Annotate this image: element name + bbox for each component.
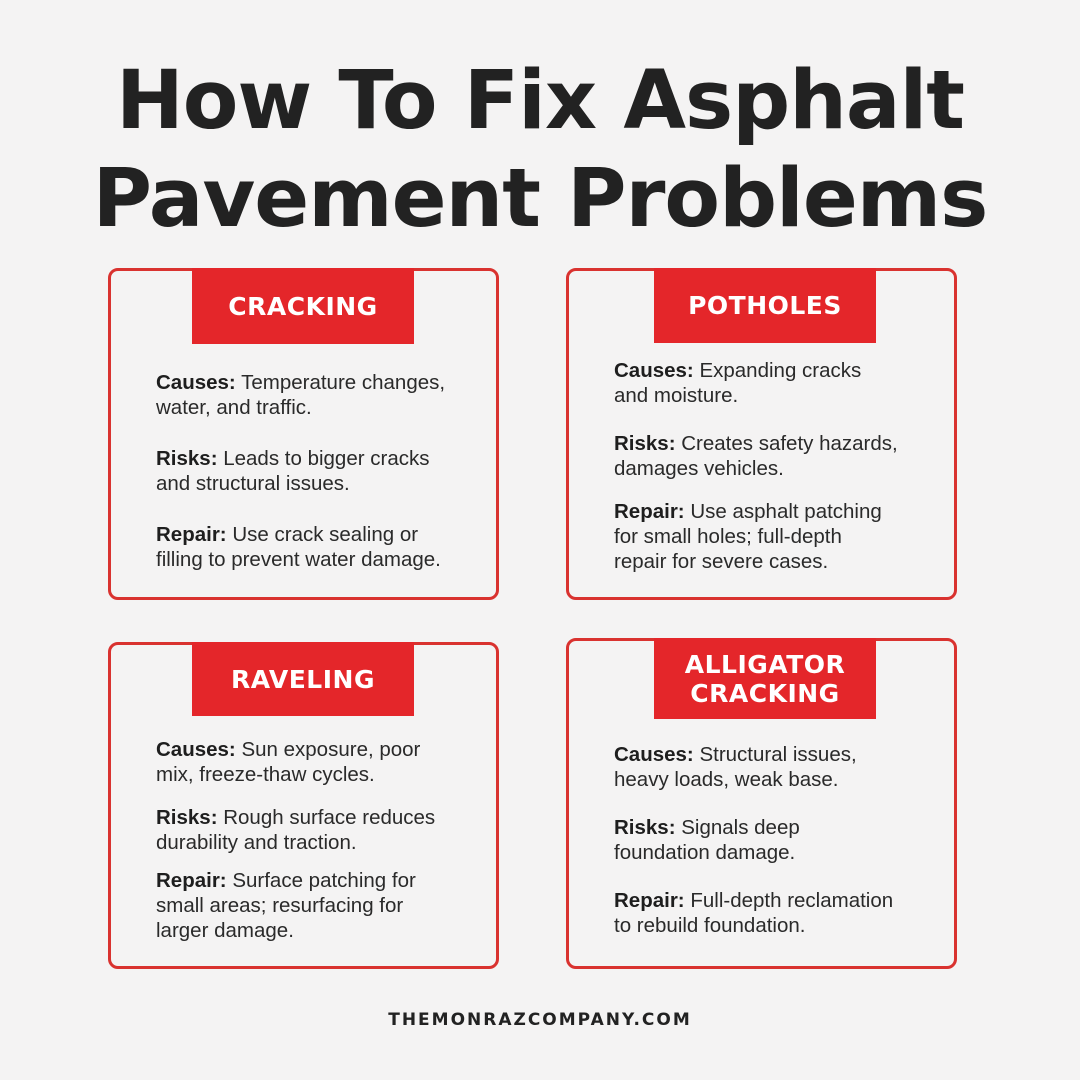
cracking-causes bbox=[156, 370, 486, 420]
badge-potholes-label: POTHOLES bbox=[688, 291, 842, 320]
badge-raveling-label: RAVELING bbox=[230, 664, 375, 694]
potholes-repair-label: Repair: bbox=[614, 500, 685, 523]
alligator-causes-text: Structural issues, heavy loads, weak base. bbox=[614, 743, 857, 791]
raveling-causes-label: Causes: bbox=[156, 738, 236, 761]
raveling-repair-text: Surface patching for small areas; resurfacing for larger damage. bbox=[156, 869, 416, 942]
cracking-repair-label: Repair: bbox=[156, 523, 227, 546]
raveling-risks-text: Rough surface reduces durability and traction. bbox=[156, 806, 436, 854]
badge-potholes bbox=[654, 268, 876, 343]
alligator-repair-text: Full-depth reclamation to rebuild foundation. bbox=[614, 889, 894, 937]
raveling-risks-label: Risks: bbox=[156, 806, 218, 829]
potholes-risks-label: Risks: bbox=[614, 432, 676, 455]
page-title bbox=[0, 52, 1080, 248]
alligator-risks-text: Signals deep foundation damage. bbox=[614, 816, 800, 864]
potholes-risks-text: Creates safety hazards, damages vehicles. bbox=[614, 432, 898, 480]
cracking-repair bbox=[156, 522, 486, 572]
potholes-risks bbox=[614, 431, 944, 481]
card-potholes-body bbox=[614, 358, 944, 574]
potholes-causes-text: Expanding cracks and moisture. bbox=[614, 359, 862, 407]
potholes-repair-text: Use asphalt patching for small holes; full-depth repair for severe cases. bbox=[614, 500, 882, 573]
badge-cracking-label: CRACKING bbox=[228, 291, 378, 321]
page-title-line-2: Pavement Problems bbox=[92, 152, 988, 246]
badge-alligator-cracking-label: ALLIGATOR CRACKING bbox=[684, 649, 846, 708]
raveling-risks bbox=[156, 805, 486, 855]
alligator-risks bbox=[614, 815, 944, 865]
alligator-repair bbox=[614, 888, 944, 938]
page-title-line-1: How To Fix Asphalt bbox=[115, 54, 965, 148]
card-cracking-body bbox=[156, 370, 486, 572]
alligator-repair-label: Repair: bbox=[614, 889, 685, 912]
cracking-risks-label: Risks: bbox=[156, 447, 218, 470]
cracking-repair-text: Use crack sealing or filling to prevent water damage. bbox=[156, 523, 441, 571]
potholes-causes bbox=[614, 358, 944, 408]
footer-website: THEMONRAZCOMPANY.COM bbox=[388, 1010, 692, 1030]
badge-raveling bbox=[192, 642, 414, 716]
alligator-causes-label: Causes: bbox=[614, 743, 694, 766]
cracking-causes-label: Causes: bbox=[156, 371, 236, 394]
cracking-causes-text: Temperature changes, water, and traffic. bbox=[156, 371, 446, 419]
cracking-risks bbox=[156, 446, 486, 496]
potholes-causes-label: Causes: bbox=[614, 359, 694, 382]
potholes-repair bbox=[614, 499, 944, 574]
card-raveling-body bbox=[156, 737, 486, 943]
badge-alligator-cracking bbox=[654, 638, 876, 719]
alligator-causes bbox=[614, 742, 944, 792]
badge-cracking bbox=[192, 268, 414, 344]
raveling-causes bbox=[156, 737, 486, 787]
alligator-risks-label: Risks: bbox=[614, 816, 676, 839]
card-alligator-cracking-body bbox=[614, 742, 944, 938]
raveling-repair bbox=[156, 868, 486, 943]
cracking-risks-text: Leads to bigger cracks and structural issues. bbox=[156, 447, 430, 495]
raveling-repair-label: Repair: bbox=[156, 869, 227, 892]
raveling-causes-text: Sun exposure, poor mix, freeze-thaw cycles. bbox=[156, 738, 421, 786]
